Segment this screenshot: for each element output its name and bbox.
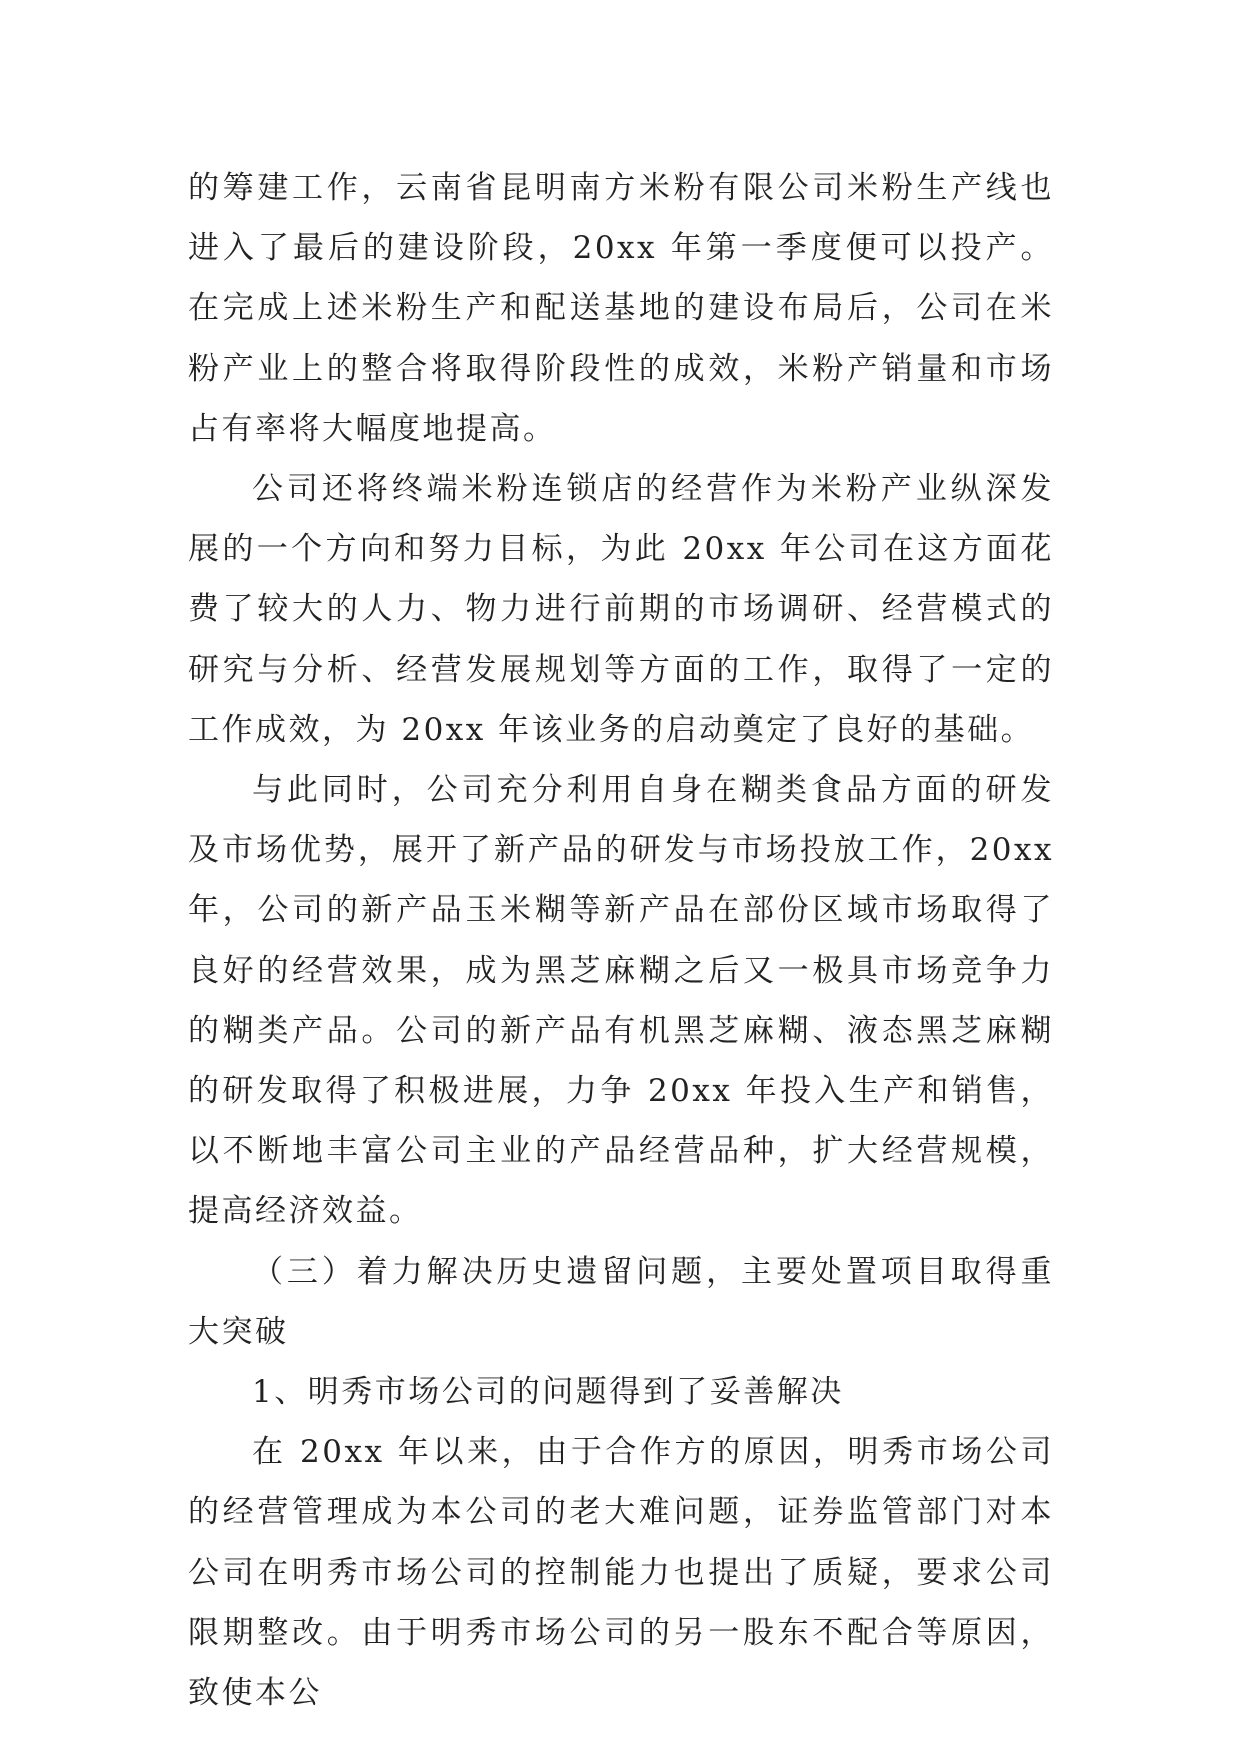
paragraph-new-products: 与此同时，公司充分利用自身在糊类食品方面的研发及市场优势，展开了新产品的研发与市场投放工作，20xx 年，公司的新产品玉米糊等新产品在部份区域市场取得了良好的经营效果，成为黑芝麻糊之后又一极具市场竞争力的糊类产品。公司的新产品有机黑芝麻糊、液态黑芝麻糊的研发取得了积极进展，力争 20xx 年投入生产和销售，以不断地丰富公司主业的产品经营品种，扩大经营规模，提高经济效益。 bbox=[188, 772, 1054, 1230]
section-heading-3: （三）着力解决历史遗留问题，主要处置项目取得重大突破 bbox=[188, 1253, 1054, 1350]
paragraph-mingxiu-market: 在 20xx 年以来，由于合作方的原因，明秀市场公司的经营管理成为本公司的老大难问题，证券监管部门对本公司在明秀市场公司的控制能力也提出了质疑，要求公司限期整改。由于明秀市场公司的另一股东不配合等原因，致使本公 bbox=[188, 1434, 1054, 1712]
subsection-heading-1: 1、明秀市场公司的问题得到了妥善解决 bbox=[252, 1374, 844, 1411]
document-body bbox=[188, 158, 1054, 1723]
paragraph-continuation: 的筹建工作，云南省昆明南方米粉有限公司米粉生产线也进入了最后的建设阶段，20xx 年第一季度便可以投产。在完成上述米粉生产和配送基地的建设布局后，公司在米粉产业上的整合将取得阶段性的成效，米粉产销量和市场占有率将大幅度地提高。 bbox=[188, 170, 1054, 447]
paragraph-chain-stores: 公司还将终端米粉连锁店的经营作为米粉产业纵深发展的一个方向和努力目标，为此 20xx 年公司在这方面花费了较大的人力、物力进行前期的市场调研、经营模式的研究与分析、经营发展规划等方面的工作，取得了一定的工作成效，为 20xx 年该业务的启动奠定了良好的基础。 bbox=[188, 471, 1054, 748]
